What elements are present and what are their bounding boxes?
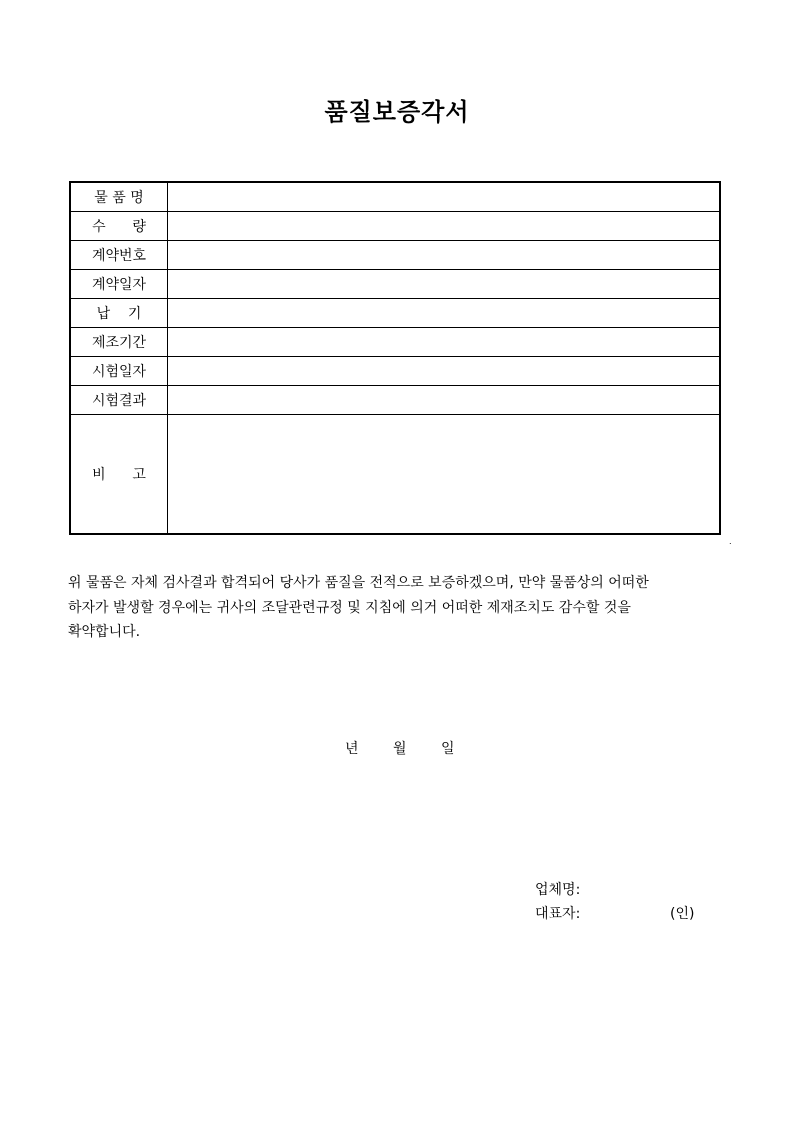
table-row [70, 299, 720, 328]
value-quantity[interactable] [168, 212, 721, 241]
table-row [70, 328, 720, 357]
table-row [70, 212, 720, 241]
table-row [70, 357, 720, 386]
label-quantity: 수 량 [70, 212, 168, 241]
label-test-date: 시험일자 [70, 357, 168, 386]
label-delivery-date: 납 기 [70, 299, 168, 328]
table-row [70, 241, 720, 270]
label-contract-date: 계약일자 [70, 270, 168, 299]
label-test-result: 시험결과 [70, 386, 168, 415]
document-title: 품질보증각서 [324, 97, 470, 126]
label-product-name: 물 품 명 [70, 182, 168, 212]
corner-mark: . [729, 537, 732, 546]
value-contract-number[interactable] [168, 241, 721, 270]
value-test-date[interactable] [168, 357, 721, 386]
statement-line: 하자가 발생할 경우에는 귀사의 조달관련규정 및 지침에 의거 어떠한 제재조치도 감수할 것을 [68, 599, 631, 616]
date-day: 일 [440, 741, 455, 757]
value-delivery-date[interactable] [168, 299, 721, 328]
value-contract-date[interactable] [168, 270, 721, 299]
table-row [70, 386, 720, 415]
date-year: 년 [345, 741, 359, 757]
label-remarks: 비 고 [70, 415, 168, 535]
date-month: 월 [392, 741, 407, 757]
form-table [69, 181, 721, 535]
table-row [70, 270, 720, 299]
statement-line: 확약합니다. [68, 624, 141, 640]
company-row [535, 878, 580, 902]
representative-row [535, 902, 695, 926]
date-line [345, 738, 485, 758]
value-test-result[interactable] [168, 386, 721, 415]
table-row [70, 182, 720, 212]
company-label: 업체명: [535, 882, 581, 898]
seal-label: (인) [670, 906, 695, 922]
label-manufacturing-period: 제조기간 [70, 328, 168, 357]
guarantee-statement [68, 571, 728, 645]
table-row-remarks [70, 415, 720, 535]
value-product-name[interactable] [168, 182, 721, 212]
representative-label: 대표자: [535, 906, 581, 922]
signature-block [535, 878, 695, 926]
label-contract-number: 계약번호 [70, 241, 168, 270]
value-manufacturing-period[interactable] [168, 328, 721, 357]
value-remarks[interactable] [168, 415, 721, 535]
statement-line: 위 물품은 자체 검사결과 합격되어 당사가 품질을 전적으로 보증하겠으며, 만약 물품상의 어떠한 [68, 575, 649, 591]
